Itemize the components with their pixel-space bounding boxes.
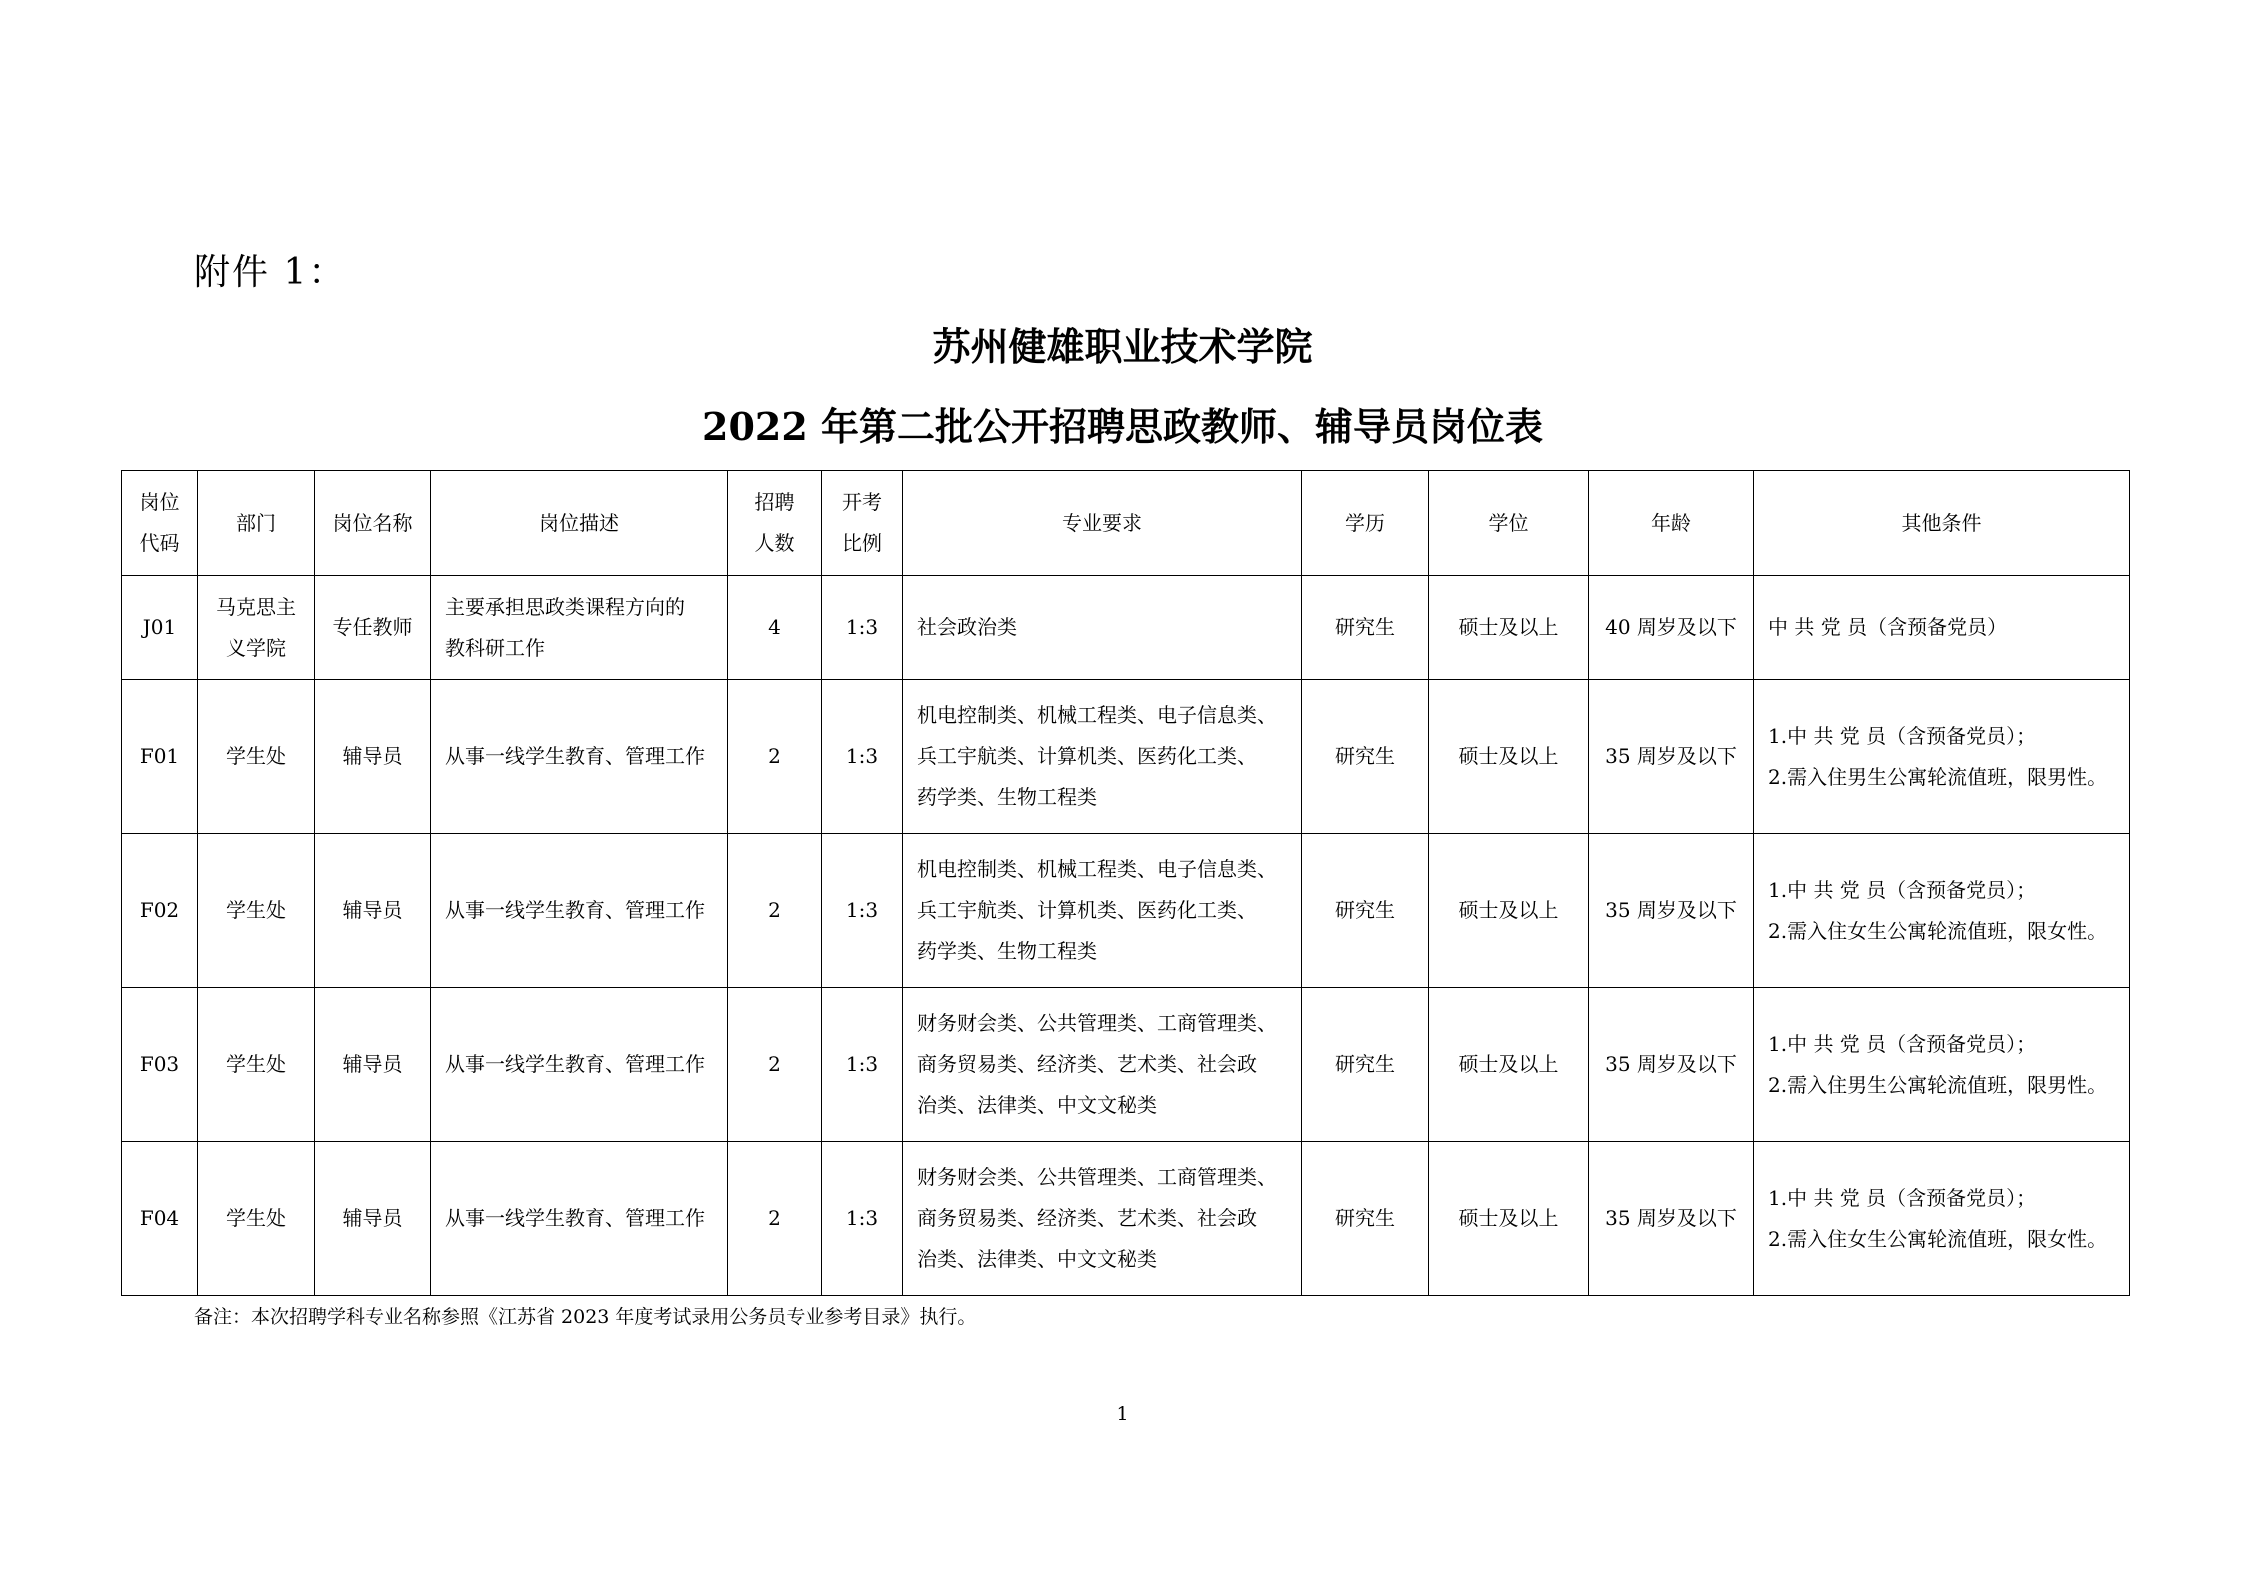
cell-dept: 学生处 bbox=[198, 1142, 315, 1296]
header-age: 年龄 bbox=[1589, 471, 1754, 576]
cell-edu: 研究生 bbox=[1302, 834, 1429, 988]
table-row bbox=[122, 680, 2130, 834]
table-row bbox=[122, 834, 2130, 988]
cell-age: 35 周岁及以下 bbox=[1589, 988, 1754, 1142]
cell-degree: 硕士及以上 bbox=[1429, 576, 1589, 680]
header-ratio: 开考 比例 bbox=[822, 471, 903, 576]
cell-other: 1.中 共 党 员（含预备党员）； 2.需入住女生公寓轮流值班，限女性。 bbox=[1754, 1142, 2130, 1296]
cell-desc: 主要承担思政类课程方向的 教科研工作 bbox=[431, 576, 728, 680]
cell-ratio: 1:3 bbox=[822, 834, 903, 988]
header-degree: 学位 bbox=[1429, 471, 1589, 576]
cell-major: 社会政治类 bbox=[903, 576, 1302, 680]
cell-ratio: 1:3 bbox=[822, 680, 903, 834]
attachment-label: 附件 1： bbox=[194, 252, 347, 293]
cell-degree: 硕士及以上 bbox=[1429, 834, 1589, 988]
page-subtitle: 2022 年第二批公开招聘思政教师、辅导员岗位表 bbox=[702, 404, 1543, 449]
cell-edu: 研究生 bbox=[1302, 1142, 1429, 1296]
cell-other: 1.中 共 党 员（含预备党员）； 2.需入住男生公寓轮流值班，限男性。 bbox=[1754, 680, 2130, 834]
cell-edu: 研究生 bbox=[1302, 680, 1429, 834]
table-row bbox=[122, 988, 2130, 1142]
cell-age: 35 周岁及以下 bbox=[1589, 680, 1754, 834]
cell-dept: 学生处 bbox=[198, 988, 315, 1142]
cell-desc: 从事一线学生教育、管理工作 bbox=[431, 988, 728, 1142]
header-post-name: 岗位名称 bbox=[315, 471, 431, 576]
table-row bbox=[122, 576, 2130, 680]
cell-age: 35 周岁及以下 bbox=[1589, 834, 1754, 988]
header-desc: 岗位描述 bbox=[431, 471, 728, 576]
cell-count: 2 bbox=[728, 1142, 822, 1296]
cell-count: 2 bbox=[728, 988, 822, 1142]
cell-code: F01 bbox=[122, 680, 198, 834]
cell-post-name: 辅导员 bbox=[315, 988, 431, 1142]
header-major: 专业要求 bbox=[903, 471, 1302, 576]
header-count: 招聘 人数 bbox=[728, 471, 822, 576]
cell-code: F02 bbox=[122, 834, 198, 988]
header-other: 其他条件 bbox=[1754, 471, 2130, 576]
header-edu: 学历 bbox=[1302, 471, 1429, 576]
page-number: 1 bbox=[1116, 1403, 1129, 1425]
cell-dept: 马克思主 义学院 bbox=[198, 576, 315, 680]
cell-degree: 硕士及以上 bbox=[1429, 1142, 1589, 1296]
table-row bbox=[122, 1142, 2130, 1296]
cell-major: 机电控制类、机械工程类、电子信息类、 兵工宇航类、计算机类、医药化工类、 药学类、生物工程类 bbox=[903, 680, 1302, 834]
header-code: 岗位 代码 bbox=[122, 471, 198, 576]
cell-code: F04 bbox=[122, 1142, 198, 1296]
cell-edu: 研究生 bbox=[1302, 988, 1429, 1142]
cell-ratio: 1:3 bbox=[822, 1142, 903, 1296]
cell-major: 财务财会类、公共管理类、工商管理类、 商务贸易类、经济类、艺术类、社会政 治类、法律类、中文文秘类 bbox=[903, 988, 1302, 1142]
cell-code: F03 bbox=[122, 988, 198, 1142]
cell-code: J01 bbox=[122, 576, 198, 680]
cell-post-name: 辅导员 bbox=[315, 834, 431, 988]
table-header-row bbox=[122, 471, 2130, 576]
header-dept: 部门 bbox=[198, 471, 315, 576]
cell-degree: 硕士及以上 bbox=[1429, 680, 1589, 834]
cell-major: 机电控制类、机械工程类、电子信息类、 兵工宇航类、计算机类、医药化工类、 药学类、生物工程类 bbox=[903, 834, 1302, 988]
cell-major: 财务财会类、公共管理类、工商管理类、 商务贸易类、经济类、艺术类、社会政 治类、法律类、中文文秘类 bbox=[903, 1142, 1302, 1296]
cell-age: 35 周岁及以下 bbox=[1589, 1142, 1754, 1296]
cell-edu: 研究生 bbox=[1302, 576, 1429, 680]
cell-ratio: 1:3 bbox=[822, 988, 903, 1142]
footnote: 备注：本次招聘学科专业名称参照《江苏省 2023 年度考试录用公务员专业参考目录》执行。 bbox=[194, 1306, 977, 1328]
cell-desc: 从事一线学生教育、管理工作 bbox=[431, 834, 728, 988]
positions-table bbox=[121, 470, 2130, 1296]
cell-degree: 硕士及以上 bbox=[1429, 988, 1589, 1142]
cell-count: 2 bbox=[728, 834, 822, 988]
cell-count: 4 bbox=[728, 576, 822, 680]
cell-desc: 从事一线学生教育、管理工作 bbox=[431, 1142, 728, 1296]
cell-post-name: 专任教师 bbox=[315, 576, 431, 680]
cell-dept: 学生处 bbox=[198, 834, 315, 988]
cell-post-name: 辅导员 bbox=[315, 1142, 431, 1296]
cell-ratio: 1:3 bbox=[822, 576, 903, 680]
cell-other: 中 共 党 员（含预备党员） bbox=[1754, 576, 2130, 680]
cell-age: 40 周岁及以下 bbox=[1589, 576, 1754, 680]
cell-other: 1.中 共 党 员（含预备党员）； 2.需入住女生公寓轮流值班，限女性。 bbox=[1754, 834, 2130, 988]
page-title: 苏州健雄职业技术学院 bbox=[932, 324, 1313, 369]
cell-post-name: 辅导员 bbox=[315, 680, 431, 834]
cell-count: 2 bbox=[728, 680, 822, 834]
cell-other: 1.中 共 党 员（含预备党员）； 2.需入住男生公寓轮流值班，限男性。 bbox=[1754, 988, 2130, 1142]
cell-desc: 从事一线学生教育、管理工作 bbox=[431, 680, 728, 834]
cell-dept: 学生处 bbox=[198, 680, 315, 834]
